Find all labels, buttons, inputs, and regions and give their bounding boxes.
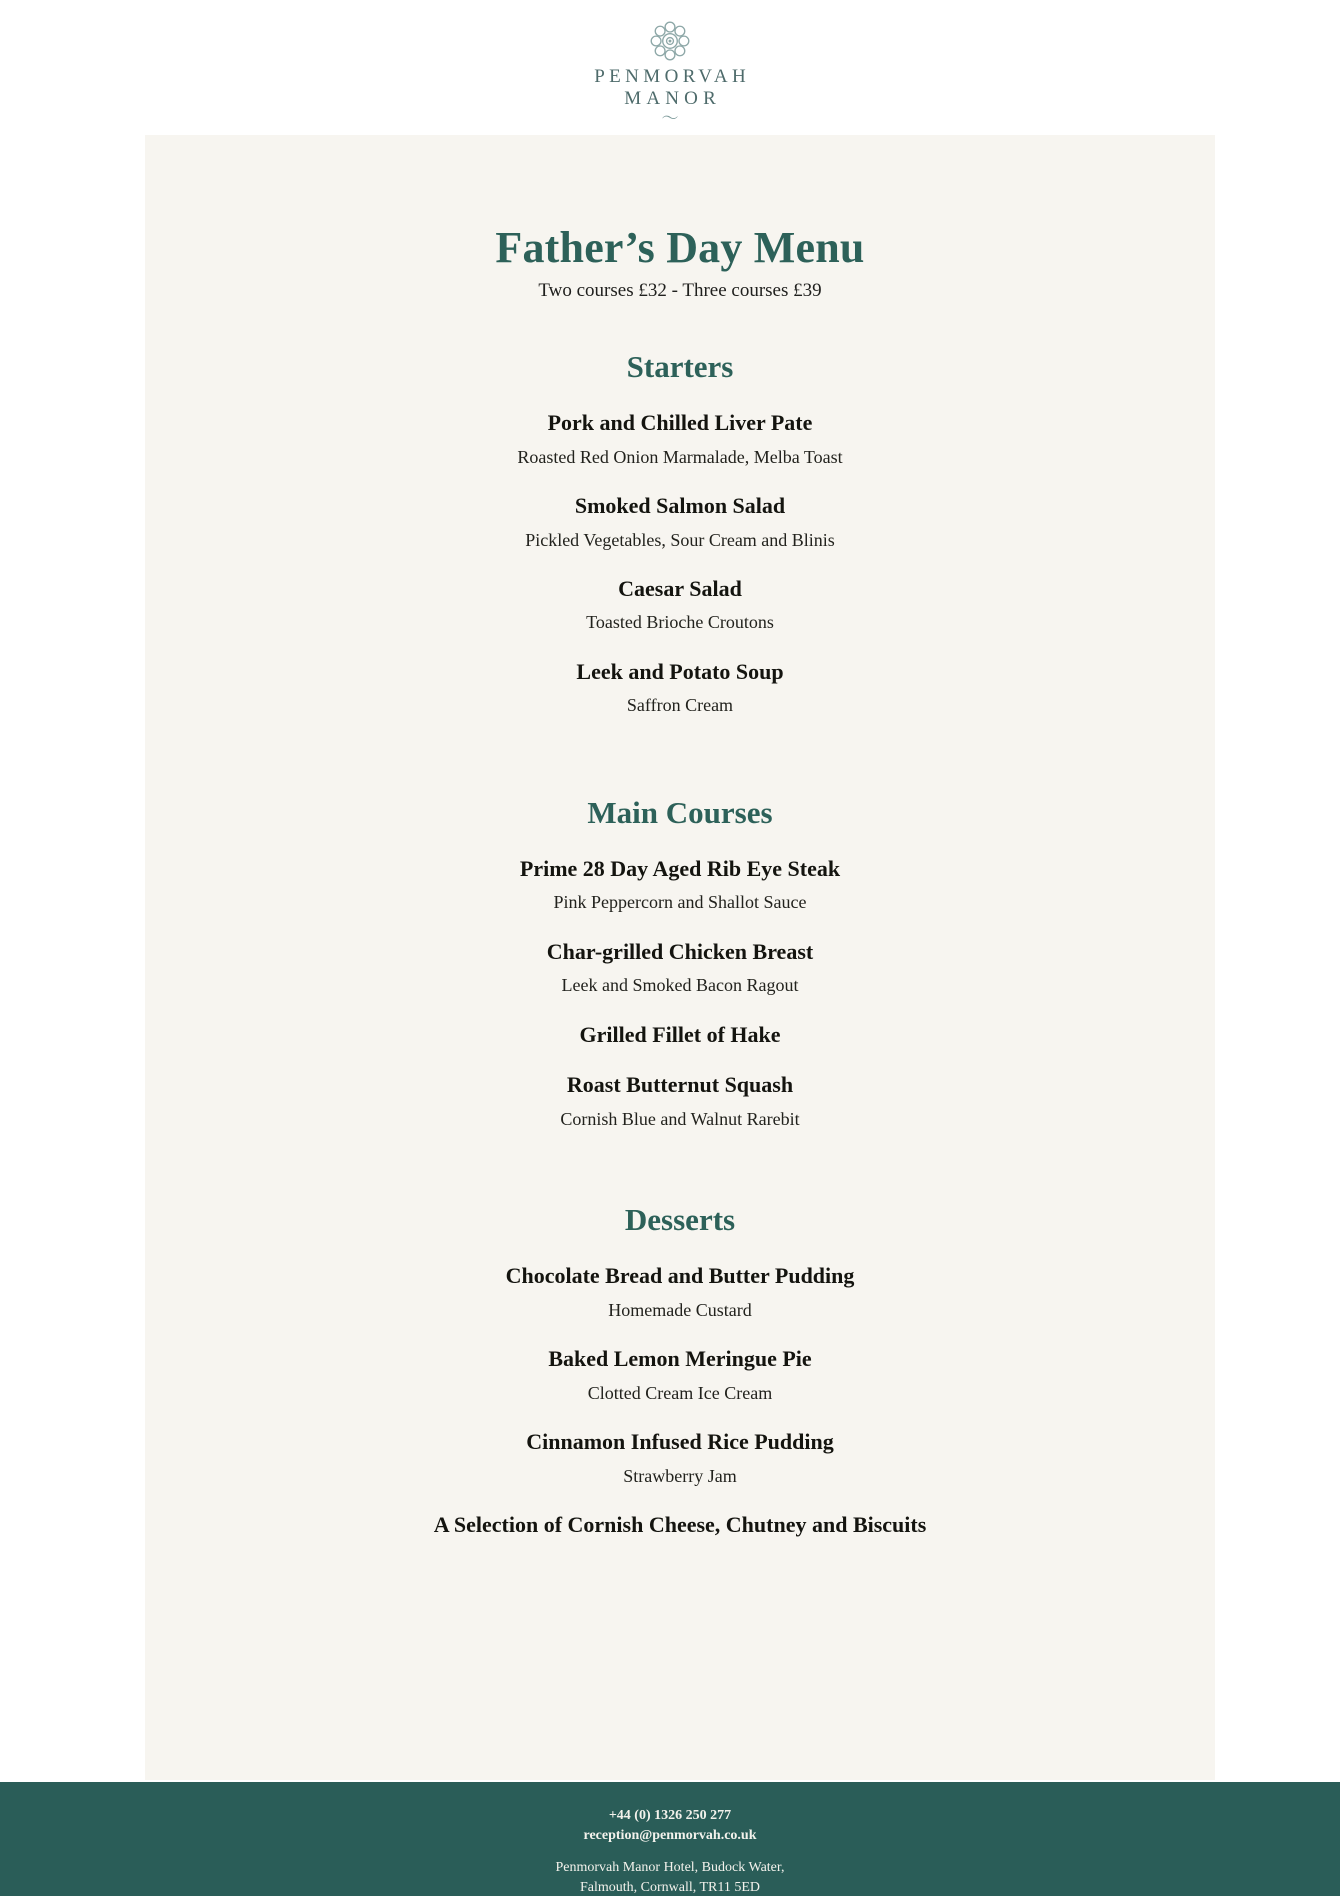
brand-logo[interactable] [590, 10, 751, 129]
menu-section-main-courses [250, 794, 1110, 1131]
menu-item [250, 1428, 1110, 1488]
dish-name: Leek and Potato Soup [576, 658, 784, 684]
menu-item [250, 1262, 1110, 1322]
footer-email[interactable]: reception@penmorvah.co.uk [583, 1828, 757, 1844]
dish-name: Prime 28 Day Aged Rib Eye Steak [519, 855, 841, 881]
footer-address-block [555, 1858, 784, 1898]
dish-description: Strawberry Jam [623, 1465, 737, 1486]
menu-item [250, 938, 1110, 998]
menu-price-subtitle: Two courses £32 - Three courses £39 [538, 280, 822, 302]
menu-section-desserts [250, 1201, 1110, 1538]
dish-description: Cornish Blue and Walnut Rarebit [560, 1108, 800, 1129]
menu-item [250, 1345, 1110, 1405]
dish-description: Pickled Vegetables, Sour Cream and Blinis [525, 529, 835, 550]
menu-item [250, 575, 1110, 635]
brand-wordmark-line1: PENMORVAH [594, 65, 751, 87]
dish-name: Grilled Fillet of Hake [579, 1021, 781, 1047]
brand-wordmark [590, 66, 750, 111]
menu-page-panel [145, 135, 1215, 1780]
dish-name: Smoked Salmon Salad [574, 493, 786, 519]
menu-item [250, 658, 1110, 718]
menu-section-starters [250, 348, 1110, 718]
menu-item [250, 1071, 1110, 1131]
brand-swash-icon: 〜 [661, 109, 679, 129]
rosette-flower-logo-icon [647, 18, 693, 64]
dish-description: Toasted Brioche Croutons [586, 612, 774, 633]
footer-phone[interactable]: +44 (0) 1326 250 277 [608, 1808, 732, 1823]
menu-item [250, 409, 1110, 469]
dish-name: Cinnamon Infused Rice Pudding [526, 1429, 834, 1455]
dish-description: Saffron Cream [626, 695, 734, 716]
site-masthead [0, 0, 1340, 135]
dish-name: Roast Butternut Squash [566, 1072, 794, 1098]
section-heading-main-courses: Main Courses [587, 794, 773, 830]
footer-address-line-1: Penmorvah Manor Hotel, Budock Water, [555, 1859, 785, 1875]
dish-name: Pork and Chilled Liver Pate [547, 410, 813, 436]
dish-name: Char-grilled Chicken Breast [546, 938, 814, 964]
menu-item [250, 1511, 1110, 1539]
dish-description: Roasted Red Onion Marmalade, Melba Toast [517, 446, 843, 467]
menu-item [250, 1021, 1110, 1049]
section-heading-starters: Starters [626, 348, 734, 384]
dish-description: Homemade Custard [608, 1299, 752, 1320]
dish-name: A Selection of Cornish Cheese, Chutney and Biscuits [433, 1511, 927, 1537]
dish-description: Clotted Cream Ice Cream [587, 1382, 773, 1403]
dish-name: Baked Lemon Meringue Pie [548, 1346, 812, 1372]
dish-description: Leek and Smoked Bacon Ragout [561, 975, 799, 996]
footer-address-line-2: Falmouth, Cornwall, TR11 5ED [579, 1879, 761, 1895]
dish-name: Chocolate Bread and Butter Pudding [505, 1263, 855, 1289]
dish-description: Pink Peppercorn and Shallot Sauce [553, 892, 807, 913]
site-footer [0, 1782, 1340, 1896]
menu-content [250, 135, 1110, 1538]
menu-item [250, 492, 1110, 552]
section-heading-desserts: Desserts [624, 1202, 736, 1238]
footer-contact-block [584, 1806, 757, 1847]
page-title: Father’s Day Menu [495, 223, 865, 272]
brand-wordmark-line2: MANOR [624, 88, 721, 110]
dish-name: Caesar Salad [618, 575, 742, 601]
menu-item [250, 855, 1110, 915]
